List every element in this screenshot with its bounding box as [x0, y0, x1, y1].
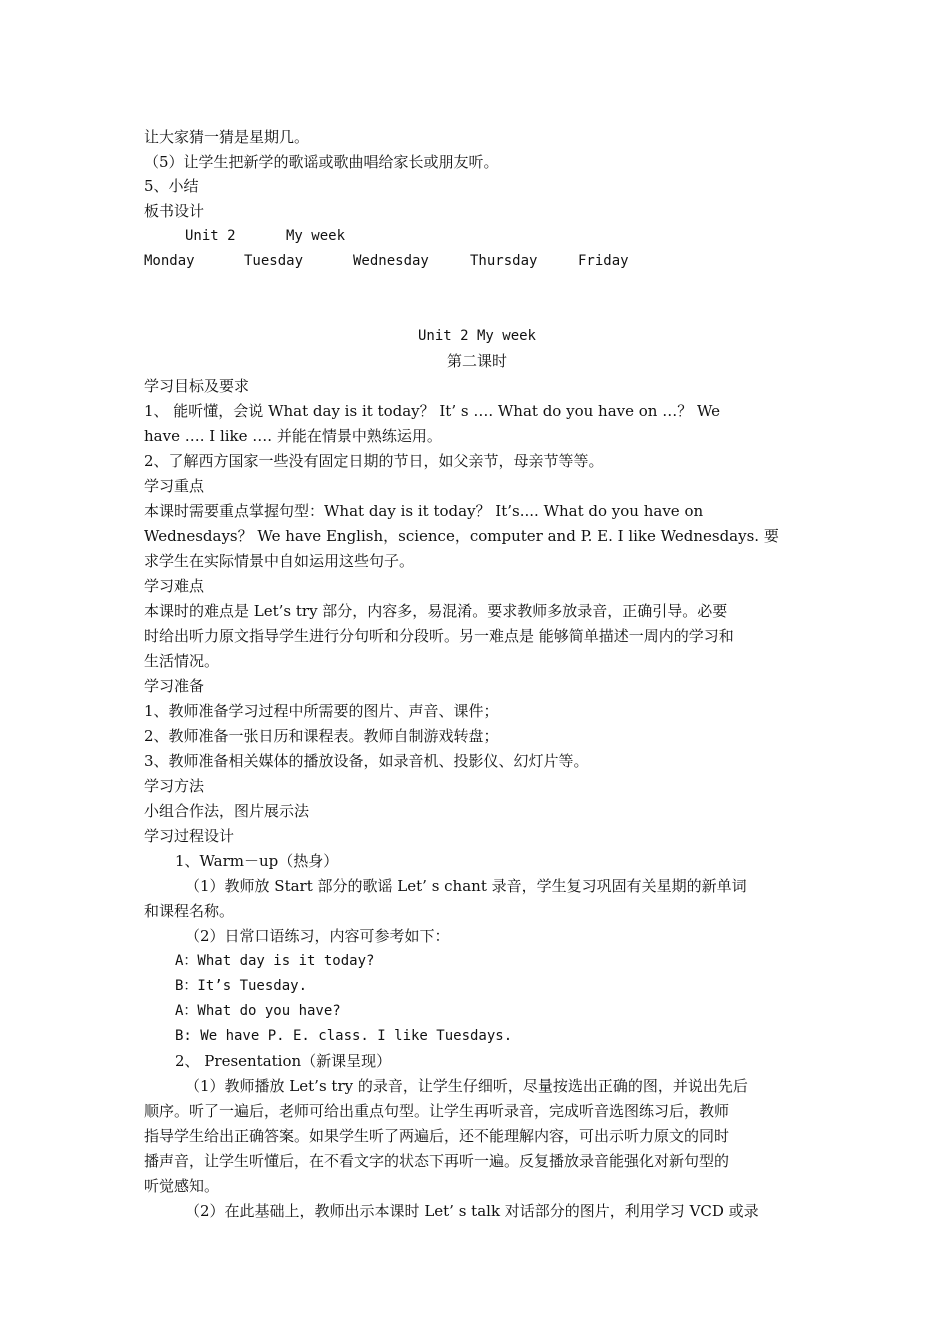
section-heading: 学习方法 — [144, 777, 205, 795]
text-line: 2、了解西方国家一些没有固定日期的节日，如父亲节，母亲节等等。 — [144, 452, 604, 470]
section-heading: 板书设计 — [144, 202, 205, 220]
text-line: 1、 能听懂，会说 What day is it today？ It’ s …. What do you have on …？ We — [144, 402, 721, 420]
dialogue-line: B：It’s Tuesday. — [175, 978, 308, 994]
dialogue-line: A：What day is it today? — [175, 953, 375, 969]
text-line: 本课时的难点是 Let’s try 部分，内容多，易混淆。要求教师多放录音，正确引导。必要 — [144, 602, 728, 620]
text-line: 时给出听力原文指导学生进行分句听和分段听。另一难点是 能够简单描述一周内的学习和 — [144, 627, 734, 645]
text-line: Wednesdays？ We have English，science，computer and P. E. I like Wednesdays. 要 — [144, 527, 779, 545]
text-line: 小组合作法，图片展示法 — [144, 802, 310, 820]
text-line: （1）教师放 Start 部分的歌谣 Let’ s chant 录音，学生复习巩固有关星期的新单词 — [185, 877, 747, 895]
text-line: （2）在此基础上，教师出示本课时 Let’ s talk 对话部分的图片，利用学习 VCD 或录 — [185, 1202, 759, 1220]
section-heading: 学习准备 — [144, 677, 205, 695]
section-heading: 学习目标及要求 — [144, 377, 250, 395]
text-line: 1、Warm－up（热身） — [175, 852, 339, 870]
dialogue-line: A：What do you have? — [175, 1003, 341, 1019]
lesson-subtitle: 第二课时 — [446, 352, 507, 370]
section-heading: 5、小结 — [144, 177, 199, 195]
board-unit: Unit 2 — [185, 228, 236, 244]
board-title-row — [144, 224, 810, 249]
text-line: 指导学生给出正确答案。如果学生听了两遍后，还不能理解内容，可出示听力原文的同时 — [144, 1127, 730, 1145]
text-line: （2）日常口语练习，内容可参考如下： — [185, 927, 450, 945]
text-line: （1）教师播放 Let’s try 的录音，让学生仔细听，尽量按选出正确的图，并说出先后 — [185, 1077, 748, 1095]
text-line: 3、教师准备相关媒体的播放设备，如录音机、投影仪、幻灯片等。 — [144, 752, 589, 770]
text-line: 求学生在实际情景中自如运用这些句子。 — [144, 552, 415, 570]
text-line: （5）让学生把新学的歌谣或歌曲唱给家长或朋友听。 — [144, 153, 499, 171]
text-line: 听觉感知。 — [144, 1177, 220, 1195]
board-day: Monday — [144, 253, 195, 269]
lesson-title: Unit 2 My week — [417, 328, 536, 344]
board-day: Friday — [578, 253, 629, 269]
text-line: have …. I like …. 并能在情景中熟练运用。 — [144, 427, 442, 445]
section-heading: 学习难点 — [144, 577, 205, 595]
text-line: 播声音，让学生听懂后，在不看文字的状态下再听一遍。反复播放录音能强化对新句型的 — [144, 1152, 730, 1170]
text-line: 2、教师准备一张日历和课程表。教师自制游戏转盘； — [144, 727, 499, 745]
text-line: 生活情况。 — [144, 652, 220, 670]
board-day: Tuesday — [244, 253, 304, 269]
text-line: 让大家猜一猜是星期几。 — [144, 128, 310, 146]
text-line: 顺序。听了一遍后，老师可给出重点句型。让学生再听录音，完成听音选图练习后，教师 — [144, 1102, 730, 1120]
board-days-row — [144, 249, 810, 274]
section-heading: 学习重点 — [144, 477, 205, 495]
text-line: 1、教师准备学习过程中所需要的图片、声音、课件； — [144, 702, 499, 720]
board-topic: My week — [286, 228, 346, 244]
text-line: 2、 Presentation（新课呈现） — [175, 1052, 392, 1070]
text-line: 和课程名称。 — [144, 902, 235, 920]
dialogue-line: B: We have P. E. class. I like Tuesdays. — [175, 1028, 513, 1044]
board-day: Thursday — [470, 253, 538, 269]
board-day: Wednesday — [353, 253, 429, 269]
section-heading: 学习过程设计 — [144, 827, 235, 845]
text-line: 本课时需要重点掌握句型：What day is it today？ It’s.... What do you have on — [144, 502, 704, 520]
